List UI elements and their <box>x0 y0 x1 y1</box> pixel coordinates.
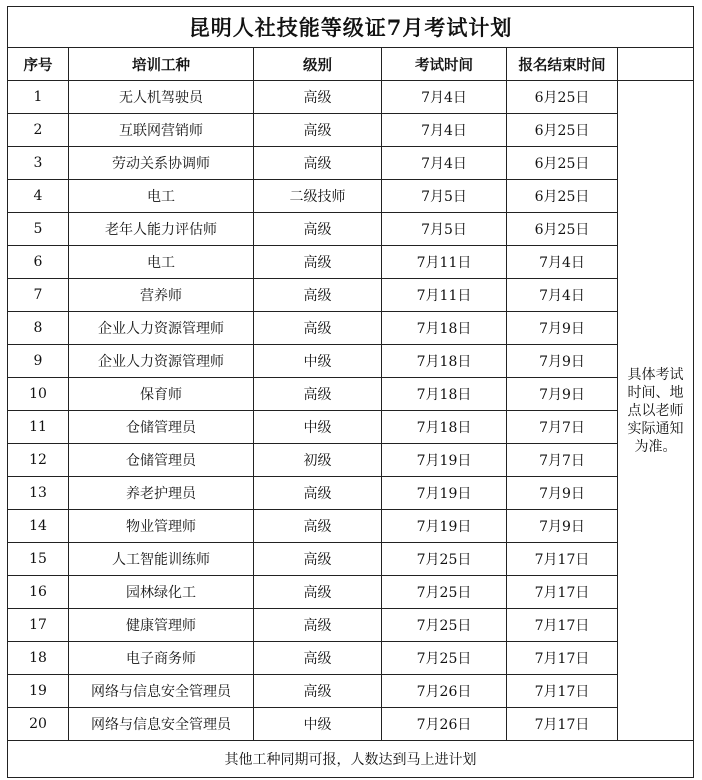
signup-deadline-cell: 7月4日 <box>507 246 618 279</box>
table-row <box>8 708 694 741</box>
signup-deadline-cell: 6月25日 <box>507 213 618 246</box>
exam-date-cell: 7月5日 <box>382 180 507 213</box>
row-index-cell: 5 <box>8 213 69 246</box>
signup-deadline-cell: 6月25日 <box>507 147 618 180</box>
trade-name-cell: 企业人力资源管理师 <box>69 345 254 378</box>
trade-name-cell: 人工智能训练师 <box>69 543 254 576</box>
trade-name-cell: 电子商务师 <box>69 642 254 675</box>
signup-deadline-cell: 7月9日 <box>507 378 618 411</box>
exam-date-cell: 7月25日 <box>382 576 507 609</box>
table-row <box>8 378 694 411</box>
trade-name-cell: 物业管理师 <box>69 510 254 543</box>
level-cell: 中级 <box>254 345 382 378</box>
level-cell: 高级 <box>254 576 382 609</box>
row-index-cell: 16 <box>8 576 69 609</box>
level-cell: 高级 <box>254 213 382 246</box>
exam-date-cell: 7月11日 <box>382 279 507 312</box>
table-row <box>8 675 694 708</box>
signup-deadline-cell: 7月9日 <box>507 345 618 378</box>
exam-date-cell: 7月18日 <box>382 312 507 345</box>
row-index-cell: 20 <box>8 708 69 741</box>
signup-deadline-cell: 7月17日 <box>507 708 618 741</box>
row-index-cell: 6 <box>8 246 69 279</box>
exam-date-cell: 7月5日 <box>382 213 507 246</box>
row-index-cell: 4 <box>8 180 69 213</box>
trade-name-cell: 无人机驾驶员 <box>69 81 254 114</box>
column-header-note <box>618 48 694 81</box>
signup-deadline-cell: 7月9日 <box>507 477 618 510</box>
exam-plan-sheet <box>7 6 693 772</box>
table-row <box>8 81 694 114</box>
table-row <box>8 114 694 147</box>
signup-deadline-cell: 7月17日 <box>507 609 618 642</box>
level-cell: 高级 <box>254 642 382 675</box>
level-cell: 高级 <box>254 312 382 345</box>
trade-name-cell: 企业人力资源管理师 <box>69 312 254 345</box>
row-index-cell: 14 <box>8 510 69 543</box>
table-row <box>8 543 694 576</box>
level-cell: 高级 <box>254 81 382 114</box>
table-row <box>8 609 694 642</box>
trade-name-cell: 营养师 <box>69 279 254 312</box>
exam-date-cell: 7月26日 <box>382 675 507 708</box>
footer-note: 其他工种同期可报，人数达到马上进计划 <box>8 741 694 778</box>
exam-date-cell: 7月18日 <box>382 411 507 444</box>
exam-date-cell: 7月19日 <box>382 510 507 543</box>
row-index-cell: 15 <box>8 543 69 576</box>
level-cell: 高级 <box>254 147 382 180</box>
level-cell: 高级 <box>254 246 382 279</box>
signup-deadline-cell: 6月25日 <box>507 81 618 114</box>
exam-date-cell: 7月18日 <box>382 345 507 378</box>
table-row <box>8 642 694 675</box>
side-note: 具体考试时间、地点以老师实际通知为准。 <box>618 81 694 741</box>
trade-name-cell: 健康管理师 <box>69 609 254 642</box>
exam-date-cell: 7月25日 <box>382 642 507 675</box>
trade-name-cell: 电工 <box>69 246 254 279</box>
exam-date-cell: 7月25日 <box>382 609 507 642</box>
row-index-cell: 2 <box>8 114 69 147</box>
table-row <box>8 180 694 213</box>
row-index-cell: 11 <box>8 411 69 444</box>
row-index-cell: 19 <box>8 675 69 708</box>
level-cell: 中级 <box>254 411 382 444</box>
level-cell: 高级 <box>254 378 382 411</box>
trade-name-cell: 网络与信息安全管理员 <box>69 708 254 741</box>
trade-name-cell: 仓储管理员 <box>69 411 254 444</box>
exam-schedule-table <box>7 6 694 778</box>
signup-deadline-cell: 7月17日 <box>507 543 618 576</box>
row-index-cell: 7 <box>8 279 69 312</box>
column-header-signup-deadline: 报名结束时间 <box>507 48 618 81</box>
table-row <box>8 477 694 510</box>
trade-name-cell: 老年人能力评估师 <box>69 213 254 246</box>
level-cell: 高级 <box>254 477 382 510</box>
row-index-cell: 18 <box>8 642 69 675</box>
level-cell: 高级 <box>254 675 382 708</box>
column-header-exam-time: 考试时间 <box>382 48 507 81</box>
trade-name-cell: 劳动关系协调师 <box>69 147 254 180</box>
trade-name-cell: 电工 <box>69 180 254 213</box>
header-row <box>8 48 694 81</box>
signup-deadline-cell: 6月25日 <box>507 114 618 147</box>
level-cell: 高级 <box>254 114 382 147</box>
table-row <box>8 279 694 312</box>
row-index-cell: 17 <box>8 609 69 642</box>
column-header-level: 级别 <box>254 48 382 81</box>
trade-name-cell: 互联网营销师 <box>69 114 254 147</box>
signup-deadline-cell: 7月7日 <box>507 411 618 444</box>
exam-date-cell: 7月19日 <box>382 477 507 510</box>
level-cell: 高级 <box>254 279 382 312</box>
table-row <box>8 213 694 246</box>
trade-name-cell: 仓储管理员 <box>69 444 254 477</box>
signup-deadline-cell: 7月17日 <box>507 675 618 708</box>
exam-date-cell: 7月11日 <box>382 246 507 279</box>
table-row <box>8 147 694 180</box>
level-cell: 高级 <box>254 543 382 576</box>
signup-deadline-cell: 7月4日 <box>507 279 618 312</box>
exam-date-cell: 7月4日 <box>382 147 507 180</box>
exam-date-cell: 7月4日 <box>382 114 507 147</box>
level-cell: 高级 <box>254 609 382 642</box>
trade-name-cell: 养老护理员 <box>69 477 254 510</box>
signup-deadline-cell: 7月7日 <box>507 444 618 477</box>
column-header-trade: 培训工种 <box>69 48 254 81</box>
table-body <box>8 81 694 741</box>
exam-date-cell: 7月18日 <box>382 378 507 411</box>
table-row <box>8 576 694 609</box>
table-row <box>8 411 694 444</box>
row-index-cell: 10 <box>8 378 69 411</box>
trade-name-cell: 园林绿化工 <box>69 576 254 609</box>
exam-date-cell: 7月19日 <box>382 444 507 477</box>
table-row <box>8 246 694 279</box>
row-index-cell: 9 <box>8 345 69 378</box>
row-index-cell: 1 <box>8 81 69 114</box>
row-index-cell: 12 <box>8 444 69 477</box>
level-cell: 二级技师 <box>254 180 382 213</box>
page-title: 昆明人社技能等级证7月考试计划 <box>8 7 694 48</box>
level-cell: 高级 <box>254 510 382 543</box>
level-cell: 初级 <box>254 444 382 477</box>
level-cell: 中级 <box>254 708 382 741</box>
row-index-cell: 8 <box>8 312 69 345</box>
table-row <box>8 510 694 543</box>
row-index-cell: 13 <box>8 477 69 510</box>
signup-deadline-cell: 6月25日 <box>507 180 618 213</box>
exam-date-cell: 7月4日 <box>382 81 507 114</box>
trade-name-cell: 保育师 <box>69 378 254 411</box>
exam-date-cell: 7月26日 <box>382 708 507 741</box>
table-row <box>8 345 694 378</box>
table-row <box>8 312 694 345</box>
signup-deadline-cell: 7月17日 <box>507 576 618 609</box>
table-row <box>8 444 694 477</box>
row-index-cell: 3 <box>8 147 69 180</box>
column-header-index: 序号 <box>8 48 69 81</box>
signup-deadline-cell: 7月9日 <box>507 510 618 543</box>
exam-date-cell: 7月25日 <box>382 543 507 576</box>
trade-name-cell: 网络与信息安全管理员 <box>69 675 254 708</box>
signup-deadline-cell: 7月17日 <box>507 642 618 675</box>
signup-deadline-cell: 7月9日 <box>507 312 618 345</box>
